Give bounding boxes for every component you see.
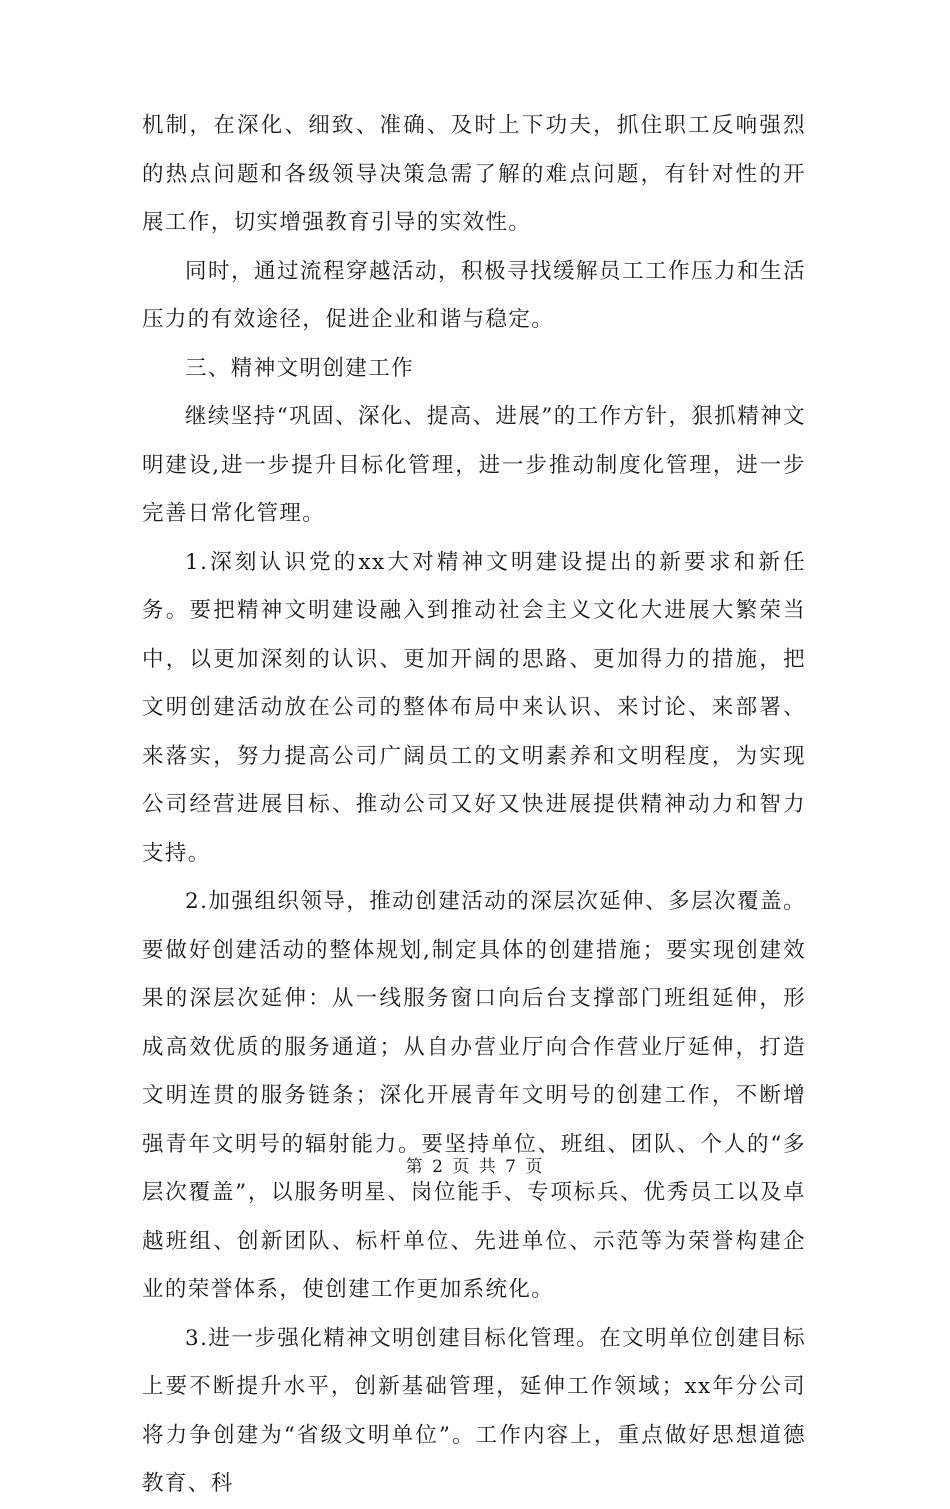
paragraph-2: 同时，通过流程穿越活动，积极寻找缓解员工工作压力和生活压力的有效途径，促进企业和谐与稳定。 (142, 258, 806, 332)
paragraph-item-2: 2.加强组织领导，推动创建活动的深层次延伸、多层次覆盖。要做好创建活动的整体规划,制定具体的创建措施；要实现创建效果的深层次延伸：从一线服务窗口向后台支撑部门班组延伸，形成高效优质的服务通道；从自办营业厅向合作营业厅延伸，打造文明连贯的服务链条；深化开展青年文明号的创建工作，不断增强青年文明号的辐射能力。要坚持单位、班组、团队、个人的“多层次覆盖”，以服务明星、岗位能手、专项标兵、优秀员工以及卓越班组、创新团队、标杆单位、先进单位、示范等为荣誉构建企业的荣誉体系，使创建工作更加系统化。 (142, 889, 806, 1302)
paragraph-3: 继续坚持“巩固、深化、提高、进展”的工作方针，狠抓精神文明建设,进一步提升目标化管理，进一步推动制度化管理，进一步完善日常化管理。 (142, 404, 806, 526)
document-body (142, 102, 806, 1509)
section-heading: 三、精神文明创建工作 (185, 355, 415, 381)
page-footer: 第 2 页 共 7 页 (405, 1157, 545, 1177)
paragraph-item-1: 1.深刻认识党的xx大对精神文明建设提出的新要求和新任务。要把精神文明建设融入到推动社会主义文化大进展大繁荣当中，以更加深刻的认识、更加开阔的思路、更加得力的措施，把文明创建活动放在公司的整体布局中来认识、来讨论、来部署、来落实，努力提高公司广阔员工的文明素养和文明程度，为实现公司经营进展目标、推动公司又好又快进展提供精神动力和智力支持。 (142, 549, 806, 866)
paragraph-1: 机制，在深化、细致、准确、及时上下功夫，抓住职工反响强烈的热点问题和各级领导决策急需了解的难点问题，有针对性的开展工作，切实增强教育引导的实效性。 (142, 113, 806, 235)
paragraph-item-3: 3.进一步强化精神文明创建目标化管理。在文明单位创建目标上要不断提升水平，创新基础管理，延伸工作领域；xx年分公司将力争创建为“省级文明单位”。工作内容上，重点做好思想道德教育、科 (142, 1325, 806, 1496)
